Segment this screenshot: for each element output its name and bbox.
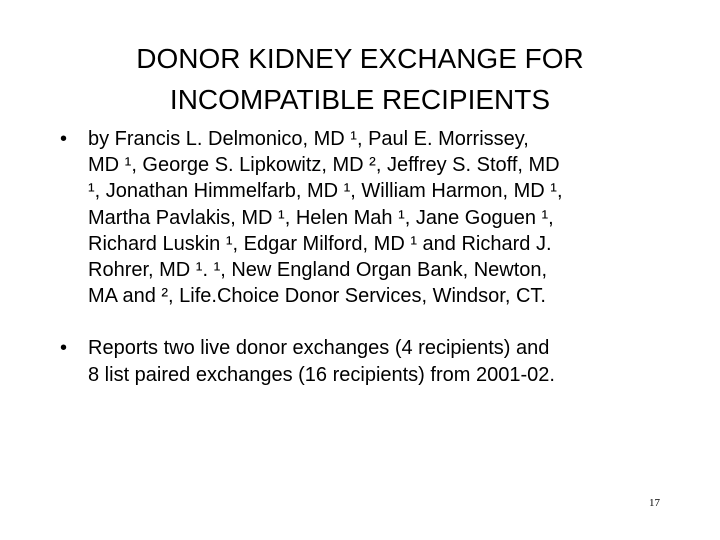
- bullet-line: Richard Luskin ¹, Edgar Milford, MD ¹ and Richard J.: [88, 232, 552, 255]
- bullet-list: [58, 126, 678, 388]
- bullet-reports: [58, 335, 678, 387]
- bullet-line: ¹, Jonathan Himmelfarb, MD ¹, William Harmon, MD ¹,: [88, 180, 563, 203]
- page-number: 17: [649, 497, 660, 509]
- bullet-line: MA and ², Life.Choice Donor Services, Windsor, CT.: [88, 285, 546, 308]
- bullet-line: 8 list paired exchanges (16 recipients) from 2001-02.: [88, 363, 555, 386]
- bullet-line: Rohrer, MD ¹. ¹, New England Organ Bank, Newton,: [88, 259, 548, 282]
- bullet-line: MD ¹, George S. Lipkowitz, MD ², Jeffrey S. Stoff, MD: [88, 154, 560, 177]
- bullet-line: by Francis L. Delmonico, MD ¹, Paul E. Morrissey,: [88, 128, 529, 150]
- title-line-1: DONOR KIDNEY EXCHANGE FOR: [136, 43, 584, 74]
- bullet-authors: [58, 126, 678, 309]
- bullet-reports-text: [88, 335, 678, 387]
- bullet-icon: •: [60, 337, 68, 360]
- bullet-line: Martha Pavlakis, MD ¹, Helen Mah ¹, Jane Goguen ¹,: [88, 206, 554, 229]
- bullet-authors-text: [88, 126, 678, 309]
- slide-title: [60, 38, 660, 120]
- bullet-icon: •: [60, 128, 68, 150]
- bullet-line: Reports two live donor exchanges (4 recipients) and: [88, 337, 550, 360]
- title-line-2: INCOMPATIBLE RECIPIENTS: [169, 84, 551, 115]
